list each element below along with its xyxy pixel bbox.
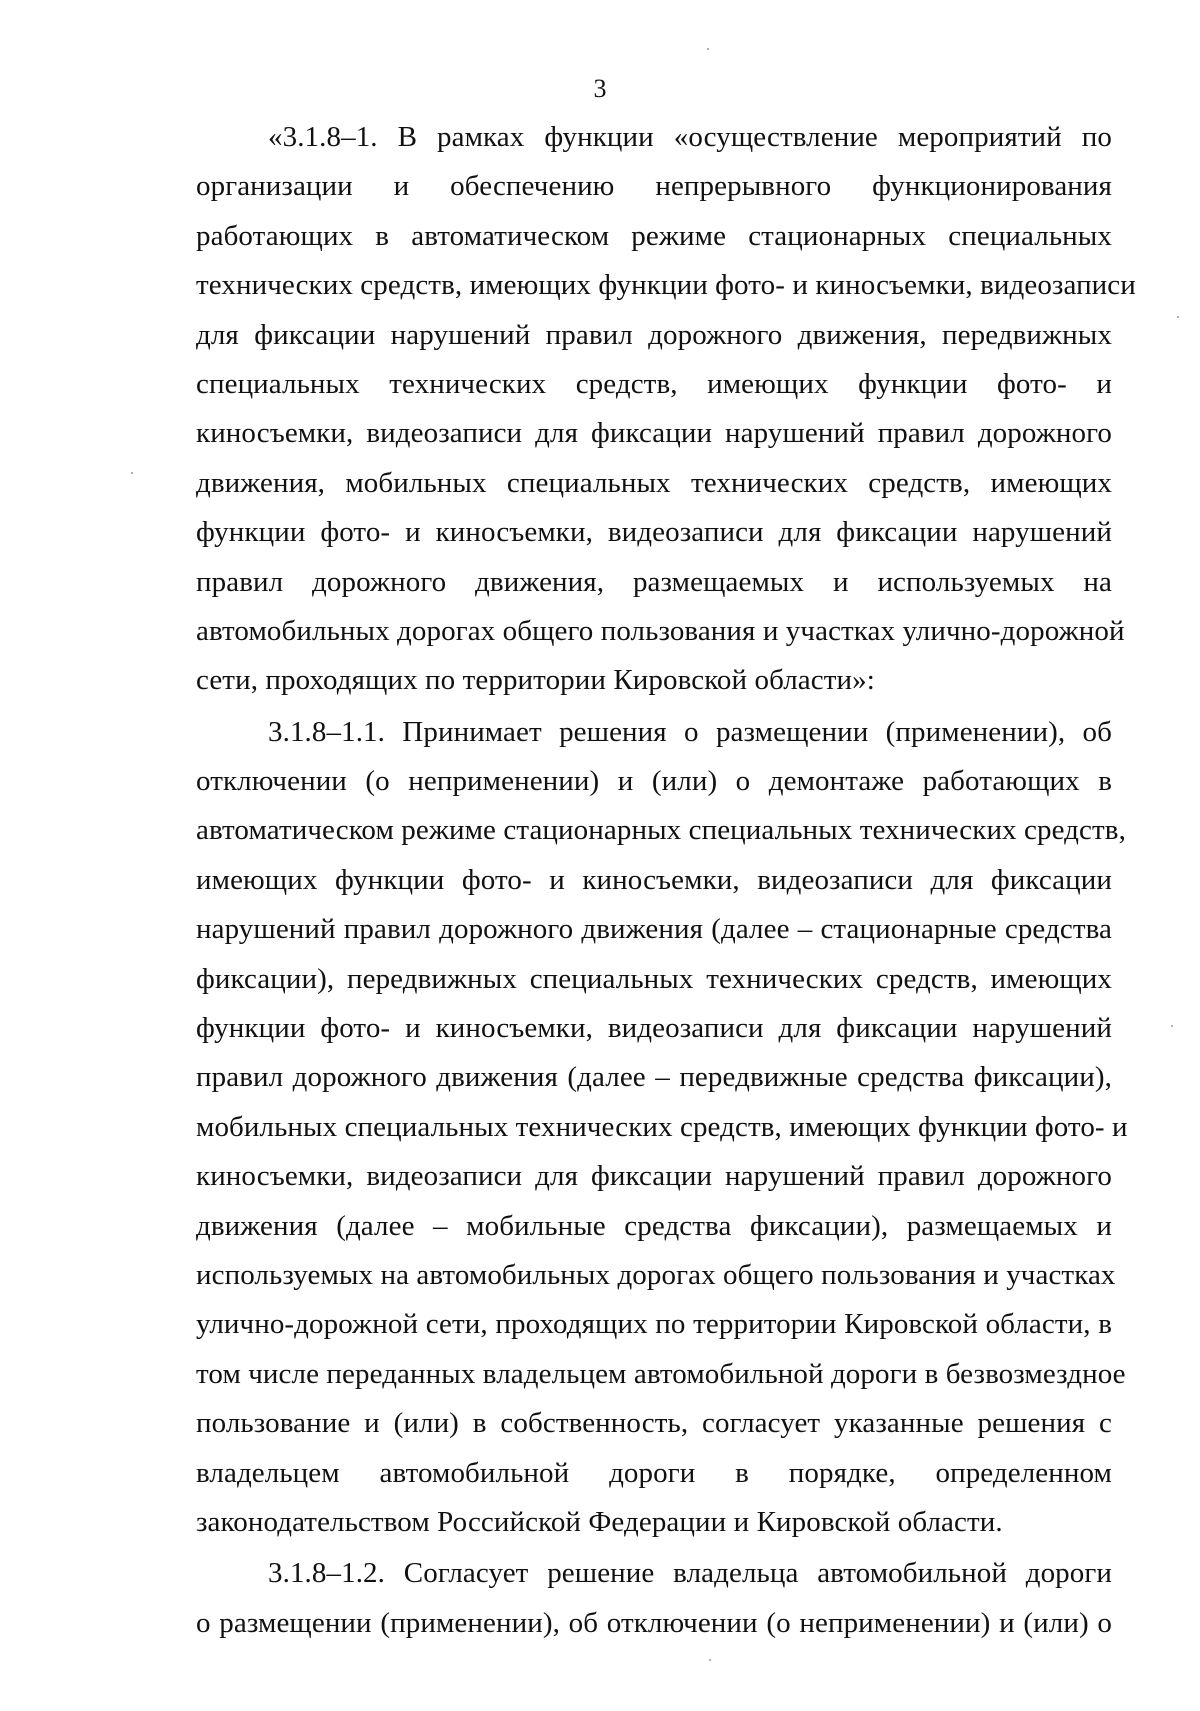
text-line: автомобильных дорогах общего пользования и участках улично-дорожной bbox=[196, 614, 1125, 647]
text-line: отключении (о неприменении) и (или) о демонтаже работающих в bbox=[196, 765, 1112, 798]
text-line: для фиксации нарушений правил дорожного движения, передвижных bbox=[196, 318, 1112, 351]
text-line: фиксации), передвижных специальных технических средств, имеющих bbox=[196, 962, 1112, 995]
text-line: работающих в автоматическом режиме стационарных специальных bbox=[196, 219, 1112, 252]
text-line: используемых на автомобильных дорогах общего пользования и участках bbox=[196, 1258, 1116, 1291]
text-line: правил дорожного движения (далее – передвижные средства фиксации), bbox=[196, 1061, 1112, 1094]
document-body bbox=[196, 113, 1136, 1648]
text-line: имеющих функции фото- и киносъемки, видеозаписи для фиксации bbox=[196, 863, 1112, 896]
text-line: 3.1.8–1.1. Принимает решения о размещении (применении), об bbox=[268, 715, 1112, 748]
scan-speck bbox=[1171, 1025, 1173, 1027]
text-line: правил дорожного движения, размещаемых и используемых на bbox=[196, 565, 1112, 598]
text-line: функции фото- и киносъемки, видеозаписи для фиксации нарушений bbox=[196, 1012, 1112, 1045]
text-line: владельцем автомобильной дороги в порядке, определенном bbox=[196, 1456, 1112, 1489]
text-line: о размещении (применении), об отключении (о неприменении) и (или) о bbox=[196, 1606, 1112, 1639]
text-line: киносъемки, видеозаписи для фиксации нарушений правил дорожного bbox=[196, 1160, 1112, 1193]
text-line: движения (далее – мобильные средства фиксации), размещаемых и bbox=[196, 1209, 1112, 1242]
text-line: «3.1.8–1. В рамках функции «осуществление мероприятий по bbox=[268, 121, 1112, 153]
text-line: улично-дорожной сети, проходящих по территории Кировской области, в bbox=[196, 1308, 1112, 1341]
text-line: том числе переданных владельцем автомобильной дороги в безвозмездное bbox=[196, 1357, 1126, 1390]
scan-speck bbox=[709, 1659, 711, 1661]
text-line: организации и обеспечению непрерывного функционирования bbox=[196, 170, 1112, 203]
text-line: законодательством Российской Федерации и Кировской области. bbox=[196, 1505, 1003, 1538]
text-line: специальных технических средств, имеющих функции фото- и bbox=[196, 367, 1112, 400]
scan-speck bbox=[1177, 316, 1179, 318]
text-line: киносъемки, видеозаписи для фиксации нарушений правил дорожного bbox=[196, 417, 1112, 450]
text-line: мобильных специальных технических средств, имеющих функции фото- и bbox=[196, 1110, 1128, 1143]
text-line: 3.1.8–1.2. Согласует решение владельца автомобильной дороги bbox=[268, 1557, 1112, 1590]
page-number: 3 bbox=[593, 74, 607, 103]
text-line: функции фото- и киносъемки, видеозаписи для фиксации нарушений bbox=[196, 516, 1112, 549]
text-line: движения, мобильных специальных технических средств, имеющих bbox=[196, 466, 1112, 499]
scan-speck bbox=[131, 472, 133, 474]
text-line: автоматическом режиме стационарных специальных технических средств, bbox=[196, 814, 1126, 847]
text-line: технических средств, имеющих функции фото- и киносъемки, видеозаписи bbox=[196, 269, 1136, 302]
text-line: нарушений правил дорожного движения (далее – стационарные средства bbox=[196, 913, 1112, 946]
text-line: пользование и (или) в собственность, согласует указанные решения с bbox=[196, 1407, 1112, 1440]
text-line: сети, проходящих по территории Кировской области»: bbox=[196, 664, 875, 697]
scan-speck bbox=[707, 48, 709, 50]
